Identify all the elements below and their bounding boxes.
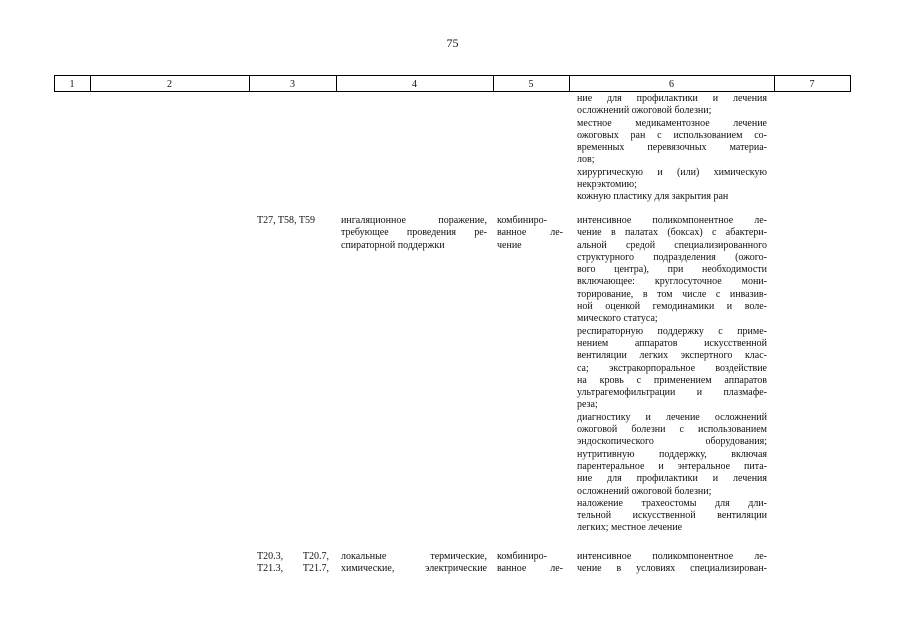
text-line: включающее: круглосуточное мони- [577, 276, 767, 288]
text-line: ванное ле- [497, 563, 563, 575]
text-line: осложнений ожоговой болезни; [577, 105, 712, 117]
row2-diagnosis [341, 551, 487, 576]
text-line: ингаляционное поражение, [341, 215, 487, 226]
text-line: T27, T58, T59 [257, 215, 315, 226]
column-number-2: 2 [167, 79, 172, 90]
text-line: местное медикаментозное лечение [577, 117, 767, 129]
text-line: ние для профилактики и лечения [577, 93, 767, 104]
text-line: ние для профилактики и лечения [577, 473, 767, 485]
text-line: лов; [577, 154, 595, 166]
text-line: диагностику и лечение осложнений [577, 411, 767, 423]
text-line: некрэктомию; [577, 179, 637, 191]
text-line: локальные термические, [341, 551, 487, 562]
text-line: альной средой специализированного [577, 239, 767, 251]
column-number-7: 7 [809, 79, 815, 90]
text-line: T21.3, T21.7, [257, 563, 329, 575]
text-line: ультрагемофильтрации и плазмафе- [577, 387, 767, 399]
text-line: интенсивное поликомпонентное ле- [577, 551, 767, 562]
text-line: тельной искусственной вентиляции [577, 510, 767, 522]
text-line: мического статуса; [577, 313, 658, 325]
text-line: нутритивную поддержку, включая [577, 448, 767, 460]
text-line: осложнений ожоговой болезни; [577, 485, 712, 497]
table-top-border [54, 75, 851, 76]
text-line: ванное ле- [497, 227, 563, 239]
text-line: чение в палатах (боксах) с абактери- [577, 227, 767, 239]
text-line: T20.3, T20.7, [257, 551, 329, 562]
header-bottom-border [54, 91, 851, 92]
row2-treatment-type [497, 551, 563, 576]
row1-treatment-type [497, 215, 563, 252]
text-line: чение в условиях специализирован- [577, 563, 767, 575]
text-line: спираторной поддержки [341, 239, 445, 251]
column-number-6: 6 [669, 79, 674, 90]
text-line: нением аппаратов искусственной [577, 337, 767, 349]
row2-codes [257, 551, 329, 576]
text-line: химические, электрические [341, 563, 487, 575]
text-line: вого центра), при необходимости [577, 264, 767, 276]
text-line: вентиляции легких экспертного клас- [577, 350, 767, 362]
text-line: временных перевязочных материа- [577, 142, 767, 154]
text-line: комбиниро- [497, 215, 547, 226]
text-line: интенсивное поликомпонентное ле- [577, 215, 767, 226]
text-line: на кровь с применением аппаратов [577, 374, 767, 386]
text-line: структурного подразделения (ожого- [577, 251, 767, 263]
text-line: комбиниро- [497, 551, 547, 562]
text-line: парентеральное и энтеральное пита- [577, 460, 767, 472]
text-line: кожную пластику для закрытия ран [577, 191, 729, 203]
row1-codes [257, 215, 333, 227]
text-line: респираторную поддержку с приме- [577, 325, 767, 337]
text-line: торирование, в том числе с инвазив- [577, 288, 767, 300]
column-number-1: 1 [69, 79, 75, 90]
page-number: 75 [446, 36, 459, 50]
row2-method [577, 551, 767, 576]
continued-method-text [577, 93, 767, 204]
text-line: эндоскопического оборудования; [577, 436, 767, 448]
column-number-4: 4 [412, 79, 417, 90]
text-line: хирургическую и (или) химическую [577, 166, 767, 178]
text-line: ожоговых ран с использованием со- [577, 129, 767, 141]
text-line: наложение трахеостомы для дли- [577, 497, 767, 509]
text-line: легких; местное лечение [577, 522, 683, 534]
text-line: чение [497, 239, 522, 251]
row1-diagnosis [341, 215, 487, 252]
text-line: ожоговой болезни с использованием [577, 424, 767, 436]
text-line: ной оценкой гемодинамики и воле- [577, 301, 767, 313]
text-line: реза; [577, 399, 598, 411]
header-divider [850, 75, 851, 91]
column-number-3: 3 [290, 79, 295, 90]
text-line: са; экстракорпоральное воздействие [577, 362, 767, 374]
column-number-5: 5 [528, 79, 534, 90]
row1-method [577, 215, 767, 535]
text-line: требующее проведения ре- [341, 227, 487, 239]
